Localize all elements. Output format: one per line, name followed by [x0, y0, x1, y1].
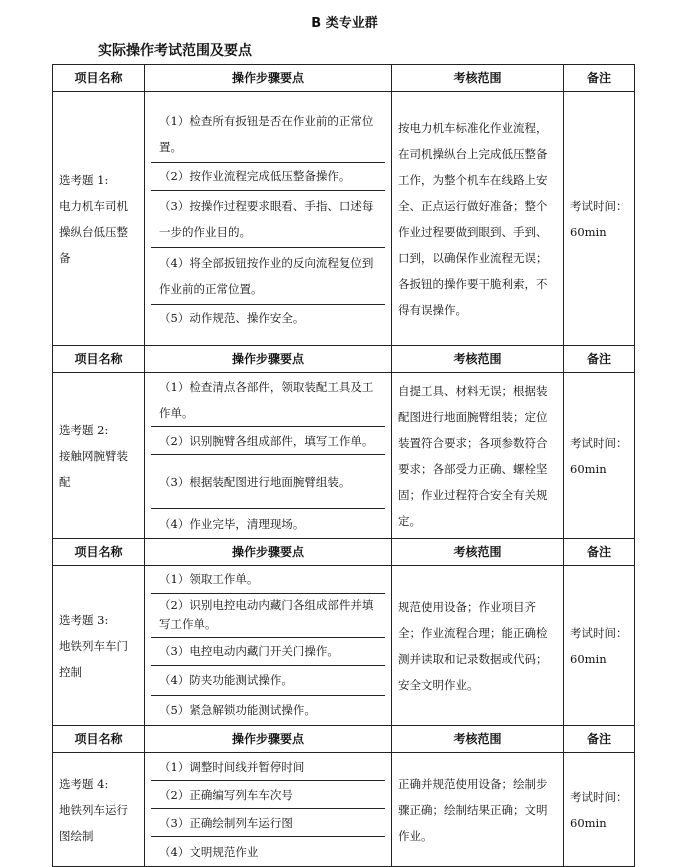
step-item: （1）检查清点各部件，领取装配工具及工作单。 — [151, 373, 385, 427]
scope-cell: 按电力机车标准化作业流程，在司机操纵台上完成低压整备工作，为整个机车在线路上安全、正点运行做好准备；整个作业过程要做到眼到、手到、口到，以确保作业流程无误；各扳钮的操作要干脆利索，不得有误操作。 — [392, 92, 564, 346]
project-title: 电力机车司机操纵台低压整备 — [59, 198, 128, 265]
step-item: （3）根据装配图进行地面腕臂组装。 — [151, 455, 385, 509]
table-header-row — [53, 726, 635, 753]
steps-cell — [145, 92, 392, 346]
note-cell: 考试时间：60min — [564, 373, 635, 539]
project-label: 选考题 3: — [59, 612, 109, 627]
project-name-cell — [53, 566, 145, 726]
header-note: 备注 — [564, 65, 635, 92]
header-steps: 操作步骤要点 — [145, 539, 392, 566]
note-cell: 考试时间：60min — [564, 566, 635, 726]
project-title: 接触网腕臂装配 — [59, 448, 128, 489]
step-item: （2）按作业流程完成低压整备操作。 — [151, 163, 385, 191]
step-item: （4）作业完毕，清理现场。 — [159, 516, 305, 531]
step-item: （2）识别电控电动内藏门各组成部件并填写工作单。 — [151, 594, 385, 638]
header-steps: 操作步骤要点 — [145, 726, 392, 753]
step-item: （4）文明规范作业 — [159, 844, 259, 859]
exam-table — [52, 64, 635, 867]
scope-cell: 规范使用设备；作业项目齐全；作业流程合理；能正确检测并读取和记录数据或代码；安全文明作业。 — [392, 566, 564, 726]
scope-cell: 正确并规范使用设备；绘制步骤正确；绘制结果正确；文明作业。 — [392, 753, 564, 867]
header-note: 备注 — [564, 346, 635, 373]
step-item: （3）按操作过程要求眼看、手指、口述每一步的作业目的。 — [151, 191, 385, 248]
header-project-name: 项目名称 — [53, 65, 145, 92]
table-header-row — [53, 539, 635, 566]
project-name-cell — [53, 92, 145, 346]
scope-cell: 自提工具、材料无误；根据装配图进行地面腕臂组装；定位装置符合要求；各项参数符合要求；各部受力正确、螺栓坚固；作业过程符合安全有关规定。 — [392, 373, 564, 539]
step-item: （1）领取工作单。 — [151, 567, 385, 594]
step-item: （3）正确绘制列车运行图 — [151, 809, 385, 837]
step-item: （5）紧急解锁功能测试操作。 — [159, 702, 316, 717]
header-project-name: 项目名称 — [53, 539, 145, 566]
step-item: （2）正确编写列车车次号 — [151, 781, 385, 809]
note-cell: 考试时间：60min — [564, 92, 635, 346]
table-header-row — [53, 346, 635, 373]
header-scope: 考核范围 — [392, 346, 564, 373]
note-cell: 考试时间：60min — [564, 753, 635, 867]
project-label: 选考题 4: — [59, 776, 109, 791]
step-item: （2）识别腕臂各组成部件，填写工作单。 — [151, 427, 385, 455]
project-name-cell — [53, 753, 145, 867]
header-note: 备注 — [564, 726, 635, 753]
header-scope: 考核范围 — [392, 65, 564, 92]
header-steps: 操作步骤要点 — [145, 346, 392, 373]
steps-cell — [145, 373, 392, 539]
page-title: B 类专业群 — [311, 16, 378, 31]
header-steps: 操作步骤要点 — [145, 65, 392, 92]
steps-cell — [145, 753, 392, 867]
step-item: （1）检查所有扳钮是否在作业前的正常位置。 — [151, 106, 385, 163]
table-row — [53, 373, 635, 539]
table-row — [53, 566, 635, 726]
section-title: 实际操作考试范围及要点 — [98, 43, 252, 59]
step-item: （3）电控电动内藏门开关门操作。 — [151, 638, 385, 666]
table-row — [53, 92, 635, 346]
steps-cell — [145, 566, 392, 726]
project-name-cell — [53, 373, 145, 539]
header-scope: 考核范围 — [392, 539, 564, 566]
step-item: （4）将全部扳钮按作业的反向流程复位到作业前的正常位置。 — [151, 248, 385, 305]
project-label: 选考题 1: — [59, 172, 109, 187]
header-project-name: 项目名称 — [53, 346, 145, 373]
step-item: （1）调整时间线并暂停时间 — [151, 753, 385, 781]
step-item: （5）动作规范、操作安全。 — [159, 311, 305, 325]
step-item: （4）防夹功能测试操作。 — [151, 666, 385, 696]
table-header-row — [53, 65, 635, 92]
project-title: 地铁列车运行图绘制 — [59, 802, 128, 843]
header-project-name: 项目名称 — [53, 726, 145, 753]
header-note: 备注 — [564, 539, 635, 566]
header-scope: 考核范围 — [392, 726, 564, 753]
table-row — [53, 753, 635, 867]
project-label: 选考题 2: — [59, 422, 109, 437]
project-title: 地铁列车车门控制 — [59, 638, 128, 679]
